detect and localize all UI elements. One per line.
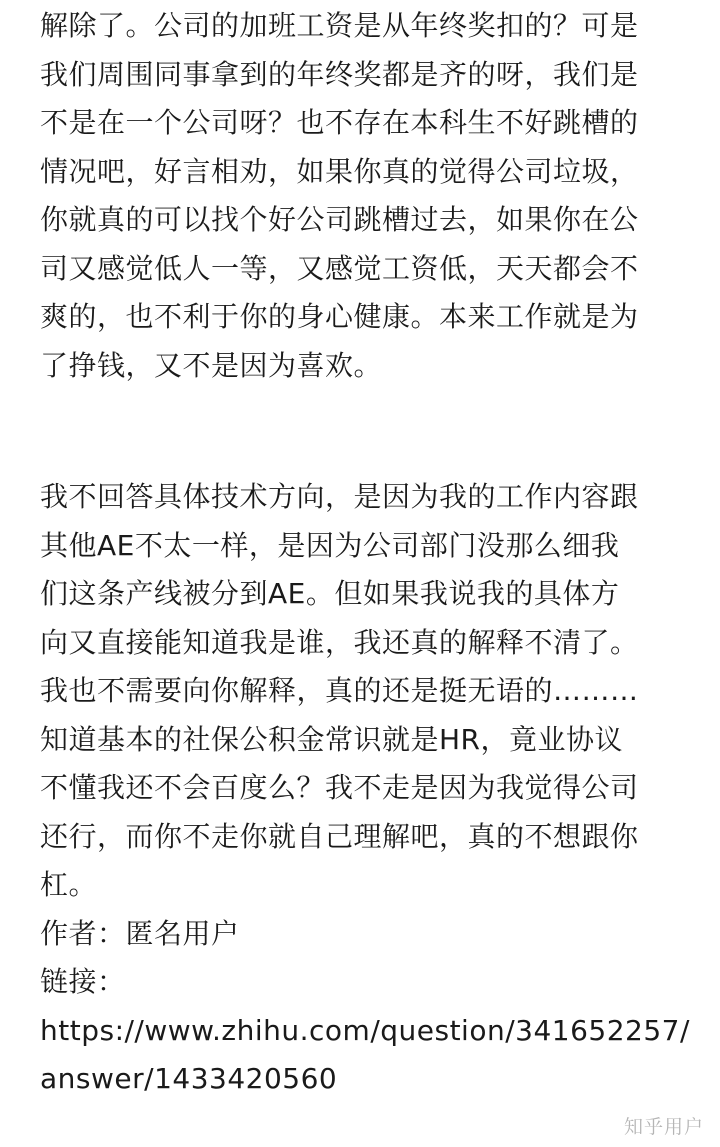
- paragraph-2: [40, 473, 690, 910]
- text-line: 们这条产线被分到AE。但如果我说我的具体方: [40, 577, 620, 610]
- watermark: 知乎用户: [623, 1116, 704, 1138]
- text-line: 你就真的可以找个好公司跳槽过去，如果你在公: [40, 203, 639, 236]
- text-line: 知道基本的社保公积金常识就是HR，竟业协议: [40, 722, 624, 756]
- text-line: 了挣钱，又不是因为喜欢。: [40, 348, 383, 382]
- author-line: 作者：匿名用户: [40, 916, 240, 950]
- link-url-line-2[interactable]: answer/1433420560: [40, 1062, 338, 1095]
- text-line: 解除了。公司的加班工资是从年终奖扣的？可是: [40, 9, 639, 42]
- paragraph-gap: [40, 390, 690, 473]
- text-line: 其他AE不太一样，是因为公司部门没那么细我: [40, 528, 620, 562]
- text-line: 不懂我还不会百度么？我不走是因为我觉得公司: [40, 771, 639, 804]
- text-line: 我也不需要向你解释，真的还是挺无语的………: [40, 674, 639, 707]
- text-line: 向又直接能知道我是谁，我还真的解释不清了。: [40, 625, 639, 659]
- text-line: 我不回答具体技术方向，是因为我的工作内容跟: [40, 480, 639, 513]
- paragraph-1: [40, 2, 690, 390]
- text-line: 情况吧，好言相劝，如果你真的觉得公司垃圾，: [40, 154, 639, 188]
- link-label: 链接：: [40, 965, 126, 998]
- text-line: 杠。: [40, 868, 98, 901]
- text-line: 不是在一个公司呀？也不存在本科生不好跳槽的: [40, 106, 639, 139]
- article-body: [40, 0, 690, 1104]
- text-line: 司又感觉低人一等，又感觉工资低，天天都会不: [40, 251, 639, 285]
- link-url-line-1[interactable]: https://www.zhihu.com/question/341652257/: [40, 1013, 690, 1047]
- text-line: 我们周围同事拿到的年终奖都是齐的呀，我们是: [40, 57, 639, 91]
- text-line: 爽的，也不利于你的身心健康。本来工作就是为: [40, 300, 639, 333]
- text-line: 还行，而你不走你就自己理解吧，真的不想跟你: [40, 819, 639, 853]
